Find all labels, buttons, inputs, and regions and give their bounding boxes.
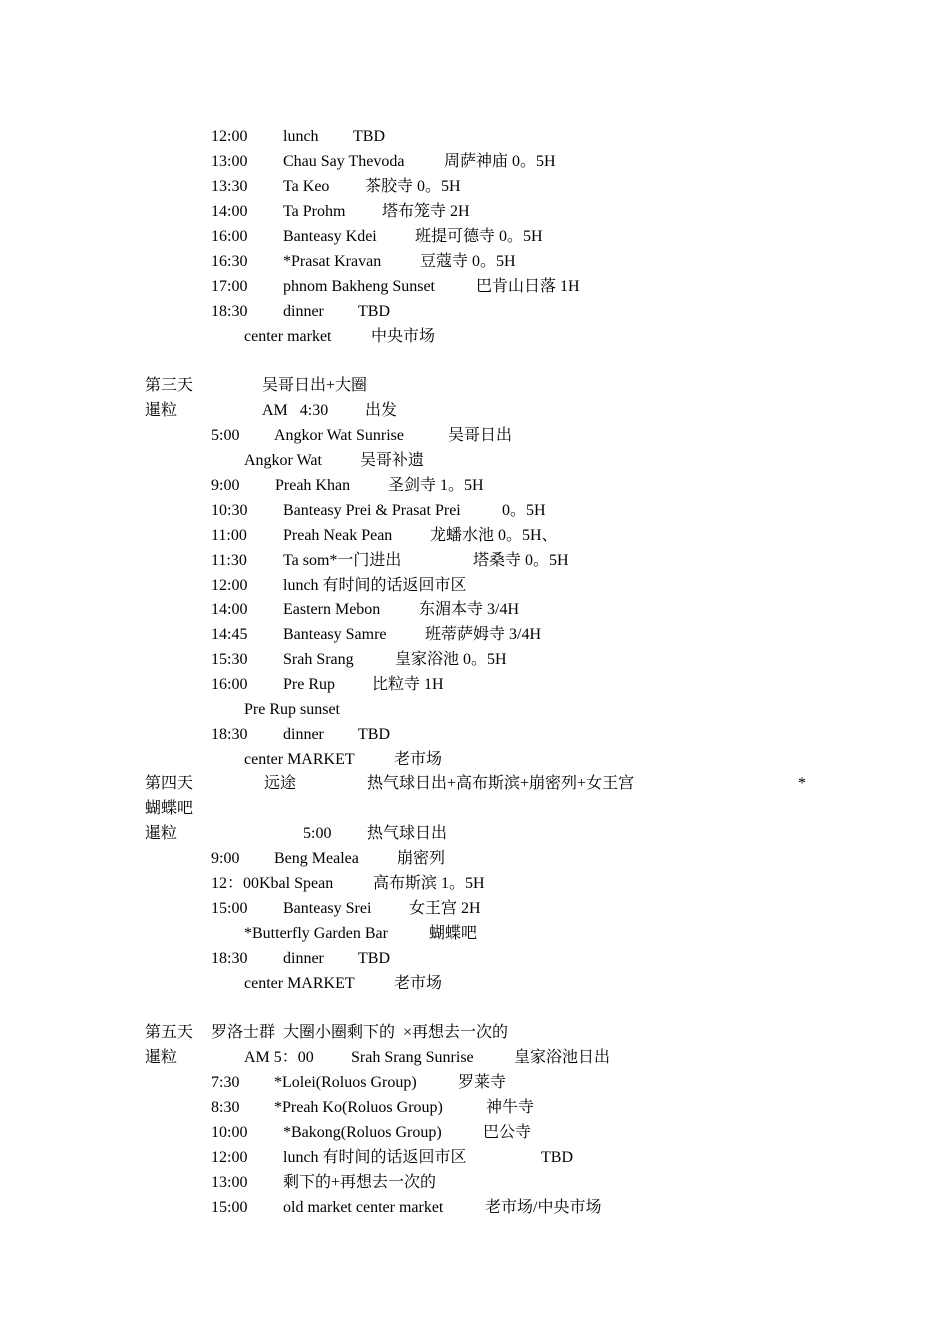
line-text-segment: 蝴蝶吧	[145, 800, 194, 817]
line-text-segment: 第四天	[145, 775, 194, 792]
line-text-segment: 老市场/中央市场	[485, 1199, 602, 1216]
line-text-segment: 暹粒	[145, 825, 178, 842]
line-text-segment: Srah Srang	[283, 651, 354, 668]
line-text-segment: 14:00	[211, 601, 248, 618]
line-text-segment: 热气球日出	[367, 825, 448, 842]
line-text-segment: 14:00	[211, 203, 248, 220]
line-text-segment: old market center market	[283, 1199, 444, 1216]
line-text-segment: center MARKET	[244, 751, 355, 768]
line-text-segment: 剩下的+再想去一次的	[283, 1174, 437, 1191]
line-text-segment: 罗莱寺	[458, 1074, 507, 1091]
line-text-segment: Ta Prohm	[283, 203, 346, 220]
line-text-segment: Ta som*一门进出	[283, 552, 402, 569]
line-text-segment: 13:00	[211, 153, 248, 170]
line-text-segment: Pre Rup sunset	[244, 701, 340, 718]
line-text-segment: AM 4:30	[262, 402, 329, 419]
line-text-segment: *Prasat Kravan	[283, 253, 382, 270]
line-text-segment: TBD	[358, 303, 390, 320]
line-text-segment: 18:30	[211, 726, 248, 743]
line-text-segment: Banteasy Samre	[283, 626, 387, 643]
line-text-segment: Pre Rup	[283, 676, 335, 693]
line-text-segment: *Bakong(Roluos Group)	[283, 1124, 442, 1141]
line-text-segment: 18:30	[211, 950, 248, 967]
line-text-segment: 16:00	[211, 228, 248, 245]
line-text-segment: dinner	[283, 950, 324, 967]
line-text-segment: 吴哥补遗	[360, 452, 425, 469]
line-text-segment: 第五天	[145, 1024, 194, 1041]
line-text-segment: Preah Khan	[275, 477, 351, 494]
line-text-segment: TBD	[353, 128, 385, 145]
line-text-segment: 12：00Kbal Spean	[211, 875, 334, 892]
line-text-segment: 18:30	[211, 303, 248, 320]
line-text-segment: 5:00	[211, 427, 240, 444]
line-text-segment: 10:30	[211, 502, 248, 519]
line-text-segment: 暹粒	[145, 1049, 178, 1066]
line-text-segment: Banteasy Srei	[283, 900, 372, 917]
line-text-segment: Banteasy Kdei	[283, 228, 377, 245]
line-text-segment: center market	[244, 328, 332, 345]
line-text-segment: dinner	[283, 726, 324, 743]
line-text-segment: Ta Keo	[283, 178, 330, 195]
line-text-segment: 7:30	[211, 1074, 240, 1091]
line-text-segment: Eastern Mebon	[283, 601, 381, 618]
line-text-segment: 罗洛士群 大圈小圈剩下的 ×再想去一次的	[211, 1024, 509, 1041]
line-text-segment: 16:30	[211, 253, 248, 270]
line-text-segment: 13:00	[211, 1174, 248, 1191]
line-text-segment: 17:00	[211, 278, 248, 295]
line-text-segment: 9:00	[211, 477, 240, 494]
line-text-segment: 11:30	[211, 552, 247, 569]
line-text-segment: 12:00	[211, 128, 248, 145]
line-text-segment: phnom Bakheng Sunset	[283, 278, 435, 295]
line-text-segment: 吴哥日出+大圈	[262, 377, 368, 394]
line-text-segment: 比粒寺 1H	[372, 676, 444, 693]
line-text-segment: Banteasy Prei & Prasat Prei	[283, 502, 461, 519]
line-text-segment: 出发	[365, 402, 398, 419]
line-text-segment: 11:00	[211, 527, 247, 544]
line-text-segment: *Butterfly Garden Bar	[244, 925, 388, 942]
line-text-segment: 塔桑寺 0。5H	[473, 552, 569, 569]
line-text-segment: 0。5H	[502, 502, 546, 519]
line-text-segment: 热气球日出+高布斯滨+崩密列+女王宫	[367, 775, 635, 792]
line-text-segment: 班提可德寺 0。5H	[415, 228, 543, 245]
line-text-segment: 15:30	[211, 651, 248, 668]
line-text-segment: 周萨神庙 0。5H	[444, 153, 556, 170]
line-text-segment: 中央市场	[371, 328, 436, 345]
line-text-segment: TBD	[358, 726, 390, 743]
line-text-segment: 班蒂萨姆寺 3/4H	[425, 626, 542, 643]
line-text-segment: 龙蟠水池 0。5H、	[430, 527, 558, 544]
line-text-segment: *Preah Ko(Roluos Group)	[274, 1099, 443, 1116]
line-text-segment: 东湄本寺 3/4H	[419, 601, 520, 618]
line-text-segment: 神牛寺	[486, 1099, 535, 1116]
line-text-segment: *Lolei(Roluos Group)	[274, 1074, 417, 1091]
line-text-segment: 皇家浴池 0。5H	[395, 651, 507, 668]
line-text-segment: *	[798, 775, 806, 792]
line-text-segment: 暹粒	[145, 402, 178, 419]
line-text-segment: lunch 有时间的话返回市区	[283, 1149, 467, 1166]
line-text-segment: 14:45	[211, 626, 248, 643]
line-text-segment: 15:00	[211, 900, 248, 917]
line-text-segment: 巴肯山日落 1H	[476, 278, 580, 295]
line-text-segment: 圣剑寺 1。5H	[388, 477, 484, 494]
line-text-segment: 豆蔻寺 0。5H	[420, 253, 516, 270]
line-text-segment: Srah Srang Sunrise	[351, 1049, 474, 1066]
line-text-segment: 茶胶寺 0。5H	[365, 178, 461, 195]
line-text-segment: 5:00	[303, 825, 332, 842]
line-text-segment: 第三天	[145, 377, 194, 394]
line-text-segment: 15:00	[211, 1199, 248, 1216]
line-text-segment: 塔布笼寺 2H	[382, 203, 470, 220]
line-text-segment: 老市场	[394, 975, 443, 992]
line-text-segment: Angkor Wat	[244, 452, 322, 469]
line-text-segment: 吴哥日出	[448, 427, 513, 444]
line-text-segment: AM 5：00	[244, 1049, 314, 1066]
line-text-segment: 老市场	[394, 751, 443, 768]
line-text-segment: Beng Mealea	[274, 850, 359, 867]
line-text-segment: 12:00	[211, 577, 248, 594]
line-text-segment: Preah Neak Pean	[283, 527, 393, 544]
line-text-segment: 高布斯滨 1。5H	[373, 875, 485, 892]
line-text-segment: 16:00	[211, 676, 248, 693]
line-text-segment: TBD	[358, 950, 390, 967]
line-text-segment: 9:00	[211, 850, 240, 867]
line-text-segment: TBD	[541, 1149, 573, 1166]
line-text-segment: 蝴蝶吧	[429, 925, 478, 942]
line-text-segment: 12:00	[211, 1149, 248, 1166]
line-text-segment: 巴公寺	[483, 1124, 532, 1141]
line-text-segment: 8:30	[211, 1099, 240, 1116]
line-text-segment: 10:00	[211, 1124, 248, 1141]
line-text-segment: center MARKET	[244, 975, 355, 992]
line-text-segment: 13:30	[211, 178, 248, 195]
line-text-segment: 皇家浴池日出	[514, 1049, 611, 1066]
line-text-segment: 崩密列	[397, 850, 446, 867]
line-text-segment: lunch	[283, 128, 319, 145]
line-text-segment: dinner	[283, 303, 324, 320]
line-text-segment: Angkor Wat Sunrise	[274, 427, 404, 444]
line-text-segment: 远途	[264, 775, 297, 792]
line-text-segment: Chau Say Thevoda	[283, 153, 405, 170]
line-text-segment: 女王宫 2H	[409, 900, 481, 917]
line-text-segment: lunch 有时间的话返回市区	[283, 577, 467, 594]
